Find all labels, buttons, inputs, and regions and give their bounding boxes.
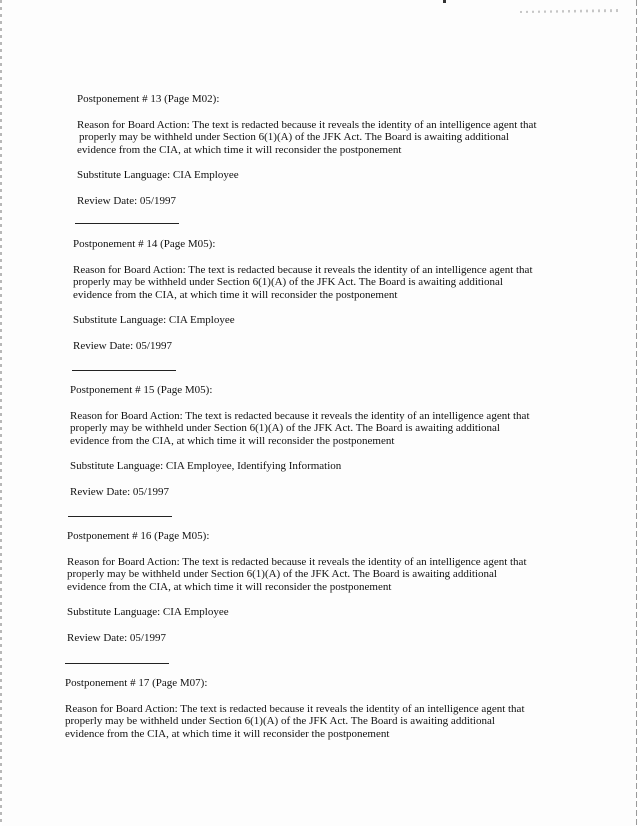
reason-block: [73, 264, 573, 302]
separator-line: [75, 223, 179, 224]
reason-block: [70, 410, 570, 448]
reason-line: properly may be withheld under Section 6(1)(A) of the JFK Act. The Board is awaiting additional: [73, 276, 503, 288]
postponement-entry: [77, 93, 577, 207]
entry-heading: Postponement # 14 (Page M05):: [73, 238, 216, 250]
review-date: Review Date: 05/1997: [67, 631, 166, 644]
reason-line: properly may be withheld under Section 6(1)(A) of the JFK Act. The Board is awaiting additional: [65, 715, 495, 727]
entry-heading: Postponement # 15 (Page M05):: [70, 384, 213, 396]
postponement-entry: [70, 384, 570, 498]
entry-heading: Postponement # 17 (Page M07):: [65, 677, 208, 689]
reason-block: [67, 556, 567, 594]
reason-block: [77, 119, 577, 157]
reason-line: evidence from the CIA, at which time it will reconsider the postponement: [70, 434, 395, 447]
reason-line: evidence from the CIA, at which time it will reconsider the postponement: [65, 727, 390, 740]
separator-line: [68, 516, 172, 517]
scan-speck: [443, 0, 446, 3]
reason-line: Reason for Board Action: The text is redacted because it reveals the identity of an intelligence agent that: [70, 409, 530, 422]
entry-heading: Postponement # 13 (Page M02):: [77, 93, 220, 105]
scan-edge-right: [636, 0, 637, 826]
review-date: Review Date: 05/1997: [77, 194, 176, 207]
reason-line: evidence from the CIA, at which time it will reconsider the postponement: [73, 288, 398, 301]
scan-mark: [520, 4, 620, 14]
separator-line: [65, 663, 169, 664]
reason-line: Reason for Board Action: The text is redacted because it reveals the identity of an intelligence agent that: [67, 555, 527, 568]
scan-edge-left: [0, 0, 2, 826]
review-date: Review Date: 05/1997: [73, 339, 172, 352]
reason-line: Reason for Board Action: The text is redacted because it reveals the identity of an intelligence agent that: [73, 263, 533, 276]
reason-line: properly may be withheld under Section 6(1)(A) of the JFK Act. The Board is awaiting additional: [67, 568, 497, 580]
separator-line: [72, 370, 176, 371]
entry-heading: Postponement # 16 (Page M05):: [67, 530, 210, 542]
reason-line: evidence from the CIA, at which time it will reconsider the postponement: [67, 580, 392, 593]
postponement-entry: [65, 677, 565, 740]
reason-line: Reason for Board Action: The text is redacted because it reveals the identity of an intelligence agent that: [65, 702, 525, 715]
substitute-language: Substitute Language: CIA Employee: [73, 314, 235, 326]
substitute-language: Substitute Language: CIA Employee, Identifying Information: [70, 460, 342, 472]
reason-line: properly may be withheld under Section 6(1)(A) of the JFK Act. The Board is awaiting additional: [79, 131, 509, 143]
reason-block: [65, 703, 565, 741]
reason-line: Reason for Board Action: The text is redacted because it reveals the identity of an intelligence agent that: [77, 118, 537, 131]
review-date: Review Date: 05/1997: [70, 485, 169, 498]
substitute-language: Substitute Language: CIA Employee: [77, 169, 239, 181]
postponement-entry: [73, 238, 573, 352]
reason-line: properly may be withheld under Section 6(1)(A) of the JFK Act. The Board is awaiting additional: [70, 422, 500, 434]
reason-line: evidence from the CIA, at which time it will reconsider the postponement: [77, 143, 402, 156]
substitute-language: Substitute Language: CIA Employee: [67, 606, 229, 618]
postponement-entry: [67, 530, 567, 644]
